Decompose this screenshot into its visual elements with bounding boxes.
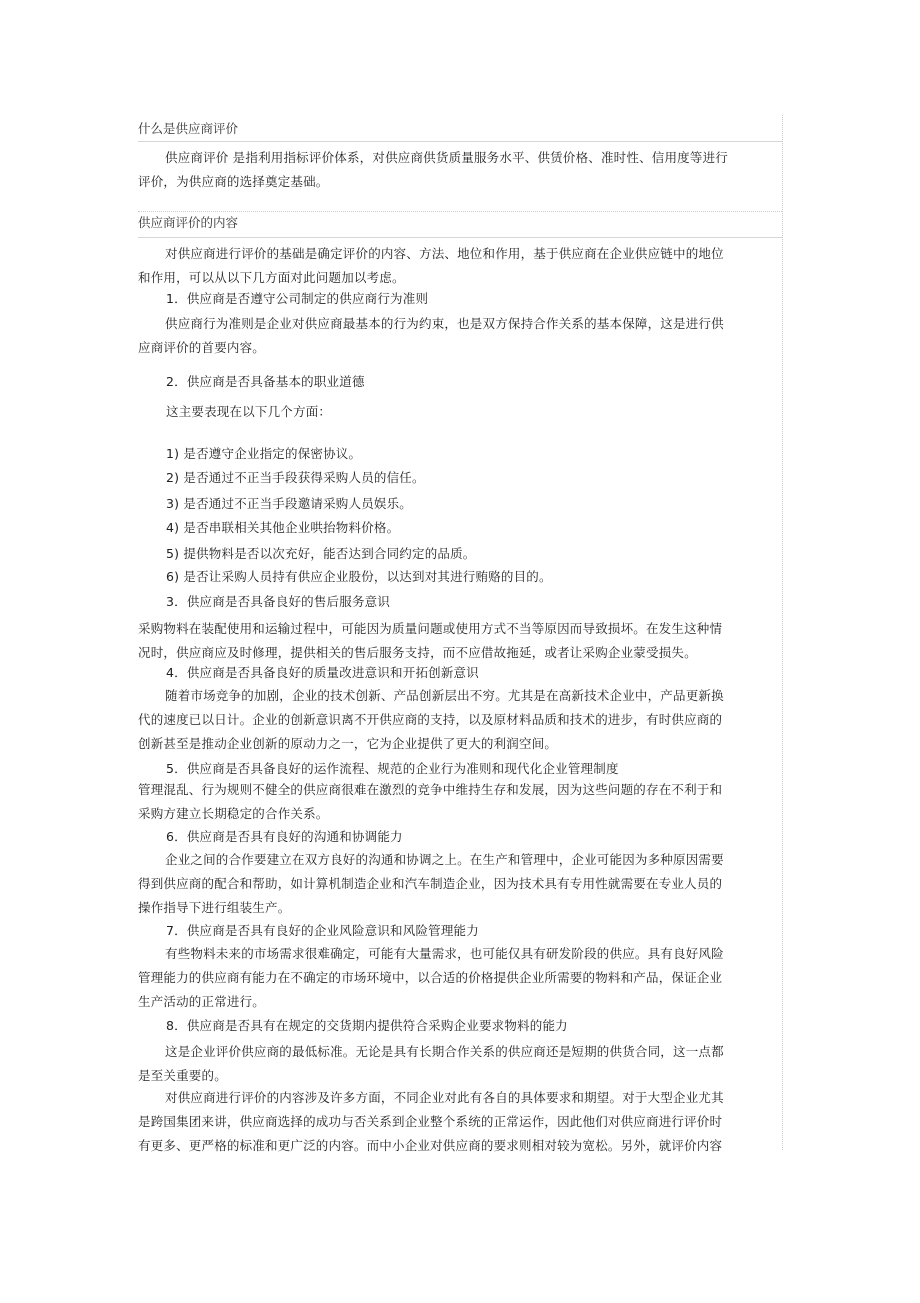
heading-underline	[138, 237, 782, 238]
heading-text: 供应商评价的内容	[138, 215, 239, 230]
right-frame-line	[782, 115, 783, 1150]
definition-paragraph: 供应商评价 是指利用指标评价体系，对供应商供货质量服务水平、供赁价格、准时性、信用度等进行评价，为供应商的选择奠定基础。	[138, 150, 728, 189]
item-1-body: 供应商行为准则是企业对供应商最基本的行为约束，也是双方保持合作关系的基本保障，这是进行供应商评价的首要内容。	[138, 316, 724, 355]
item-1-title: 1．供应商是否遵守公司制定的供应商行为准则	[166, 291, 429, 306]
item-6-title: 6．供应商是否具有良好的沟通和协调能力	[166, 829, 403, 844]
item-8-title: 8．供应商是否具有在规定的交货期内提供符合采购企业要求物料的能力	[166, 1018, 568, 1033]
section-heading-what-is	[138, 120, 782, 138]
item-7-title: 7．供应商是否具有良好的企业风险意识和风险管理能力	[166, 923, 479, 938]
item-2-lead: 这主要表现在以下几个方面：	[166, 404, 332, 419]
section-divider	[138, 211, 782, 212]
item-6-body: 企业之间的合作要建立在双方良好的沟通和协调之上。在生产和管理中，企业可能因为多种原因需要得到供应商的配合和帮助，如计算机制造企业和汽车制造企业，因为技术具有专用性就需要在专业人员的操作指导下进行组装生产。	[138, 852, 724, 915]
item-2-point-5: 5) 提供物料是否以次充好，能否达到合同约定的品质。	[166, 546, 476, 561]
closing-paragraph: 对供应商进行评价的内容涉及许多方面，不同企业对此有各自的具体要求和期望。对于大型企业尤其是跨国集团来讲，供应商选择的成功与否关系到企业整个系统的正常运作，因此他们对供应商进行评价时有更多、更严格的标准和更广泛的内容。而中小企业对供应商的要求则相对较为宽松。另外，就评价内容	[138, 1090, 724, 1153]
heading-text: 什么是供应商评价	[138, 121, 239, 136]
intro-paragraph: 对供应商进行评价的基础是确定评价的内容、方法、地位和作用，基于供应商在企业供应链中的地位和作用，可以从以下几方面对此问题加以考虑。	[138, 246, 724, 285]
item-2-title: 2．供应商是否具备基本的职业道德	[166, 374, 365, 389]
section-heading-content	[138, 214, 782, 232]
heading-underline	[138, 141, 782, 142]
item-3-body: 采购物料在装配使用和运输过程中，可能因为质量问题或使用方式不当等原因而导致损坏。在发生这种情况时，供应商应及时修理，提供相关的售后服务支持，而不应借故拖延，或者让采购企业蒙受损失。	[138, 621, 723, 660]
item-2-point-6: 6) 是否让采购人员持有供应企业股份，以达到对其进行贿赂的目的。	[166, 569, 552, 584]
item-2-point-2: 2) 是否通过不正当手段获得采购人员的信任。	[166, 470, 425, 485]
item-2-point-4: 4) 是否串联相关其他企业哄抬物料价格。	[166, 520, 400, 535]
item-2-point-1: 1) 是否遵守企业指定的保密协议。	[166, 446, 362, 461]
item-5-body: 管理混乱、行为规则不健全的供应商很难在激烈的竞争中维持生存和发展，因为这些问题的存在不利于和采购方建立长期稳定的合作关系。	[138, 782, 723, 821]
item-5-title: 5．供应商是否具备良好的运作流程、规范的企业行为准则和现代化企业管理制度	[166, 761, 619, 776]
item-2-point-3: 3) 是否通过不正当手段邀请采购人员娱乐。	[166, 496, 413, 511]
item-4-body: 随着市场竞争的加剧，企业的技术创新、产品创新层出不穷。尤其是在高新技术企业中，产品更新换代的速度已以日计。企业的创新意识离不开供应商的支持，以及原材料品质和技术的进步，有时供应商的创新甚至是推动企业创新的原动力之一，它为企业提供了更大的利润空间。	[138, 688, 724, 751]
item-8-body: 这是企业评价供应商的最低标准。无论是具有长期合作关系的供应商还是短期的供货合同，这一点都是至关重要的。	[138, 1044, 724, 1083]
item-7-body: 有些物料未来的市场需求很难确定，可能有大量需求，也可能仅具有研发阶段的供应。具有良好风险管理能力的供应商有能力在不确定的市场环境中，以合适的价格提供企业所需要的物料和产品，保证企业生产活动的正常进行。	[138, 946, 724, 1009]
item-4-title: 4．供应商是否具备良好的质量改进意识和开拓创新意识	[166, 665, 479, 680]
item-3-title: 3．供应商是否具备良好的售后服务意识	[166, 594, 391, 609]
